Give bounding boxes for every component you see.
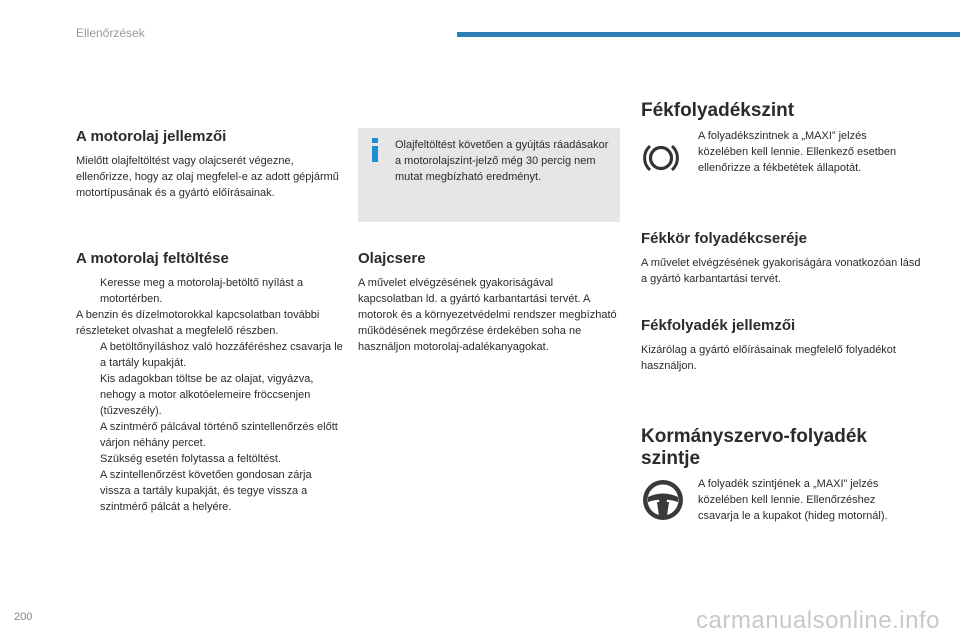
info-box-text: Olajfeltöltést követően a gyújtás ráadásakor a motorolajszint-jelző még 30 percig nem mutat megbízható eredményt. — [395, 139, 609, 183]
brake-spec-section — [641, 317, 921, 374]
oil-change-heading: Olajcsere — [358, 250, 426, 267]
list-item: Kis adagokban töltse be az olajat, vigyázva, nehogy a motor alkotóelemeire fröccsenjen (tűzveszély). — [100, 373, 314, 417]
steering-text: A folyadék szintjének a „MAXI” jelzés közelében kell lennie. Ellenőrzéshez csavarja le a kupakot (hideg motornál). — [698, 478, 888, 522]
oil-spec-text: Mielőtt olajfeltöltést vagy olajcserét végezne, ellenőrizze, hogy az olaj megfelel-e az adott gépjármű motortípusának és a gyártó előírásainak. — [76, 155, 339, 199]
steering-wheel-icon — [641, 478, 685, 522]
oil-fill-first-step — [76, 275, 344, 307]
brake-change-section — [641, 230, 921, 287]
steering-section — [641, 426, 921, 522]
brake-change-heading: Fékkör folyadékcseréje — [641, 230, 807, 247]
oil-change-section — [358, 250, 620, 355]
brake-level-text: A folyadékszintnek a „MAXI” jelzés közelében kell lennie. Ellenkező esetben ellenőrizze a fékbetétek állapotát. — [698, 130, 897, 174]
info-icon — [370, 138, 380, 164]
watermark: carmanualsonline.info — [696, 607, 940, 634]
page-number: 200 — [14, 611, 33, 623]
brake-level-section — [641, 100, 921, 174]
oil-change-text: A művelet elvégzésének gyakoriságával kapcsolatban ld. a gyártó karbantartási tervét. A motorok és a környezetvédelmi rendszer megbízható működésének megőrzése érdekében soha ne használjon motorolaj-adalékanyagokat. — [358, 277, 617, 353]
brake-spec-heading: Fékfolyadék jellemzői — [641, 317, 796, 334]
oil-fill-steps — [76, 339, 344, 515]
list-item: A szintellenőrzést követően gondosan zárja vissza a tartály kupakját, és tegye vissza a szintmérő pálcát a helyére. — [100, 469, 312, 513]
brake-spec-text: Kizárólag a gyártó előírásainak megfelelő folyadékot használjon. — [641, 344, 896, 372]
oil-spec-section — [76, 128, 344, 201]
section-title: Ellenőrzések — [76, 26, 145, 40]
brake-level-heading: Fékfolyadékszint — [641, 100, 795, 121]
header-accent-bar — [457, 32, 960, 37]
list-item: Szükség esetén folytassa a feltöltést. — [100, 453, 281, 465]
oil-fill-heading: A motorolaj feltöltése — [76, 250, 229, 267]
info-box — [358, 128, 620, 222]
list-item: A betöltőnyíláshoz való hozzáféréshez csavarja le a tartály kupakját. — [100, 341, 343, 369]
oil-fill-note: A benzin és dízelmotorokkal kapcsolatban további részleteket olvashat a megfelelő részben. — [76, 309, 320, 337]
list-item: Keresse meg a motorolaj-betöltő nyílást a motortérben. — [100, 277, 303, 305]
brake-warning-icon — [641, 138, 681, 178]
brake-change-text: A művelet elvégzésének gyakoriságára vonatkozóan lásd a gyártó karbantartási tervét. — [641, 257, 921, 285]
steering-heading: Kormányszervo-folyadék szintje — [641, 426, 867, 469]
oil-fill-section — [76, 250, 344, 515]
oil-spec-heading: A motorolaj jellemzői — [76, 128, 227, 145]
list-item: A szintmérő pálcával történő szintellenőrzés előtt várjon néhány percet. — [100, 421, 338, 449]
